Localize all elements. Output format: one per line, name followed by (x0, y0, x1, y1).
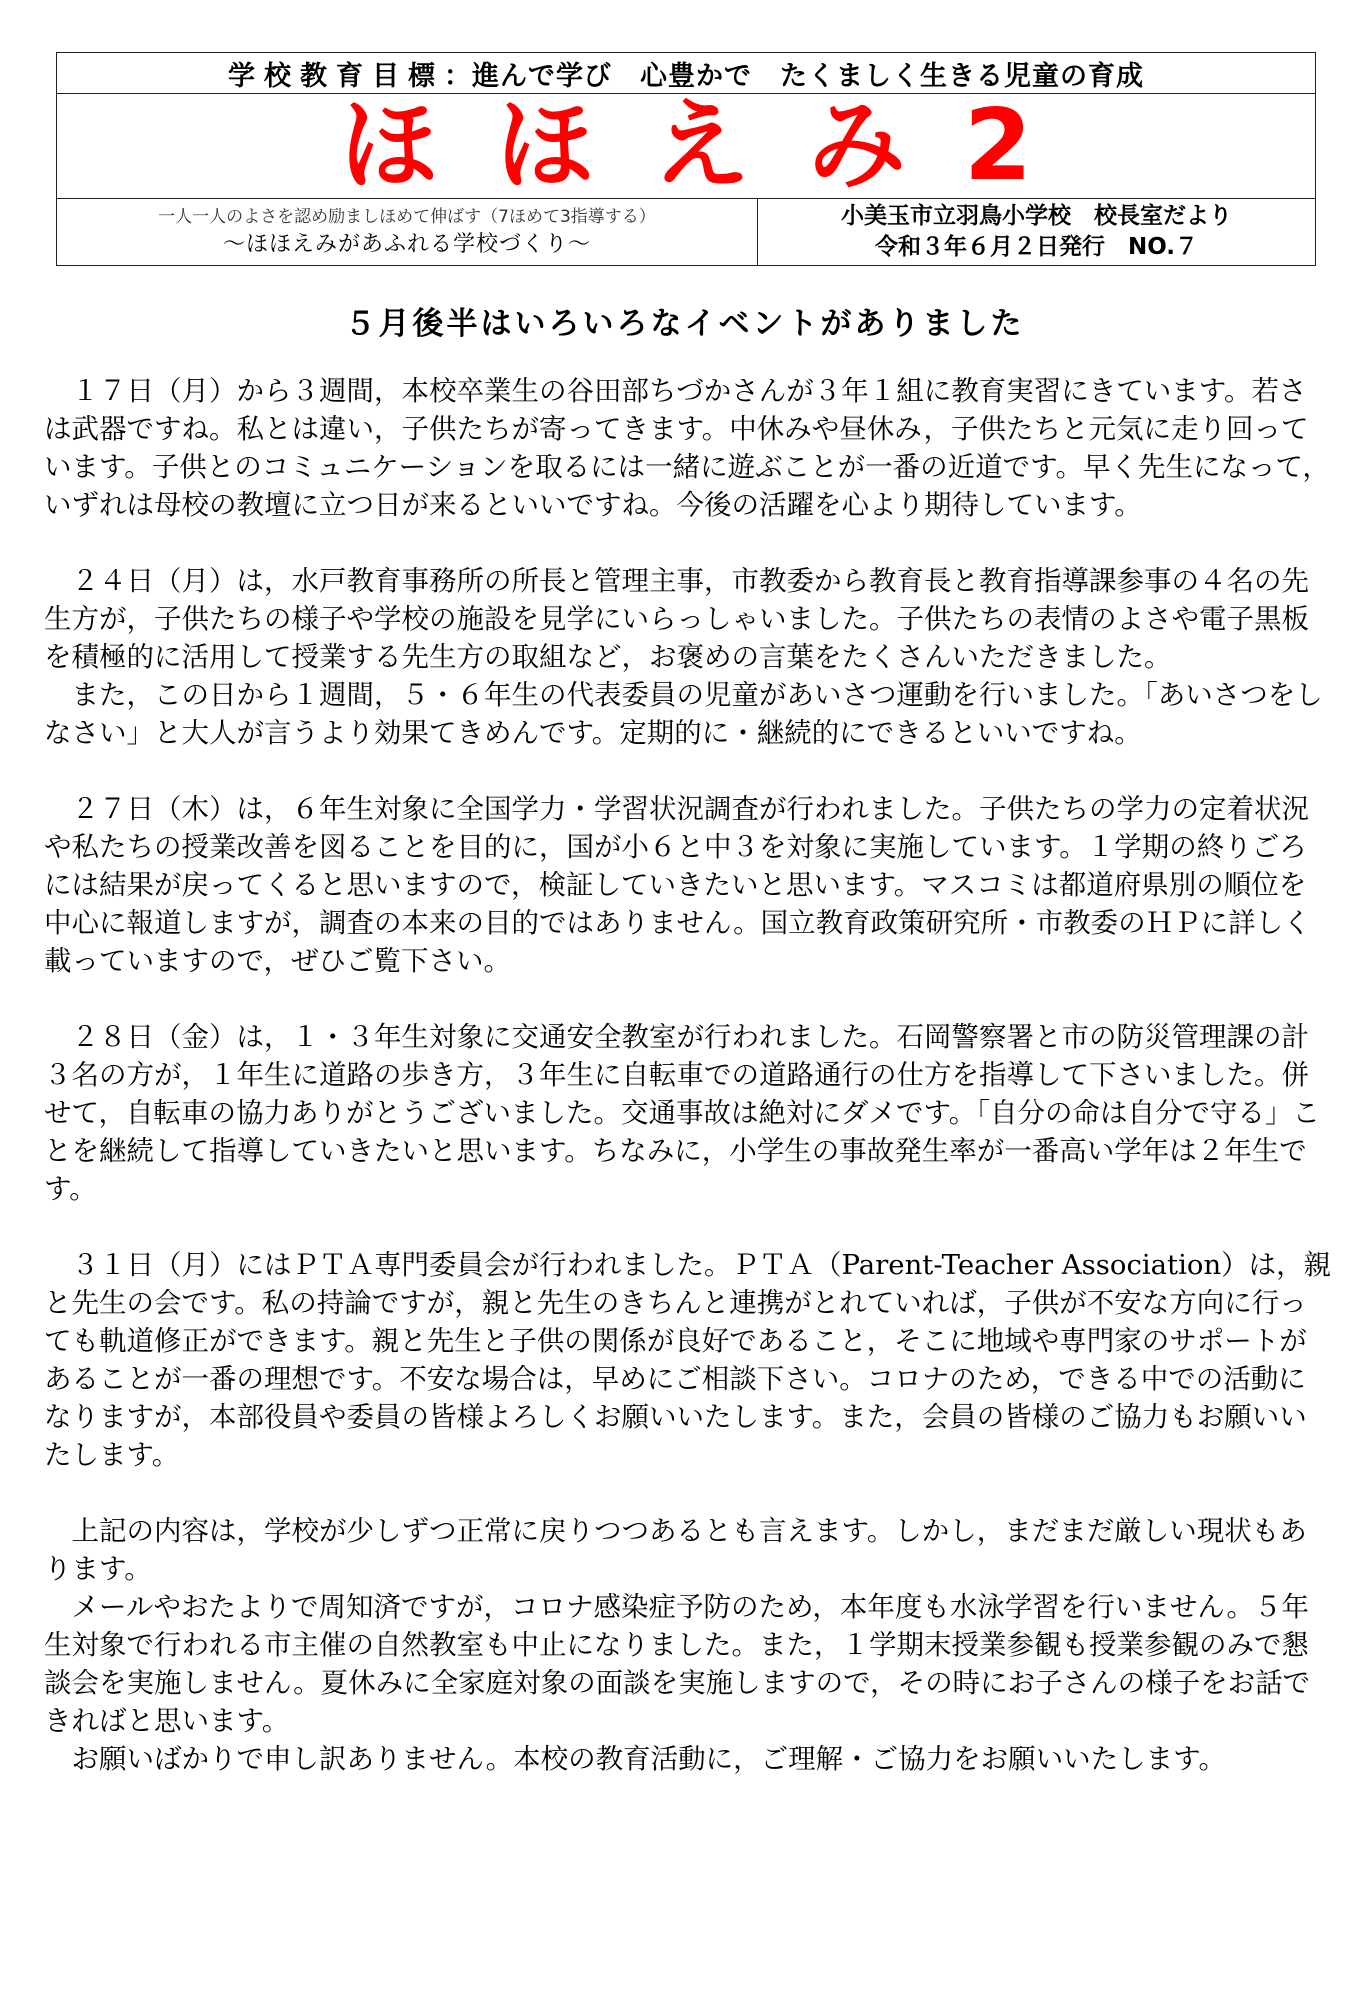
motto-main: 〜ほほえみがあふれる学校づくり〜 (222, 232, 591, 257)
paragraph-pta-committee: ３１日（月）にはＰＴＡ専門委員会が行われました。ＰＴＡ（Parent-Teacher Association）は，親と先生の会です。私の持論ですが，親と先生のきちんと連携がとれていれば，子供が不安な方向に行っても軌道修正ができます。親と先生と子供の関係が良好であること，そこに地域や専門家のサポートがあることが一番の理想です。不安な場合は，早めにご相談下さい。コロナのため，できる中での活動になりますが，本部役員や委員の皆様よろしくお願いいたします。また，会員の皆様のご協力もお願いいたします。 (44, 1249, 1332, 1471)
school-goal (57, 53, 1315, 94)
paragraph-greeting-campaign: また，この日から１週間，５・６年生の代表委員の児童があいさつ運動を行いました。「あいさつをしなさい」と大人が言うより効果てきめんです。定期的に・継続的にできるといいですね。 (44, 679, 1323, 749)
issue-info (758, 199, 1315, 265)
issue-date-number: 令和３年６月２日発行 NO.７ (874, 234, 1199, 260)
article-body (44, 372, 1332, 1778)
paragraph-national-survey: ２７日（木）は，６年生対象に全国学力・学習状況調査が行われました。子供たちの学力の定着状況や私たちの授業改善を図ることを目的に，国が小６と中３を対象に実施しています。１学期の終りごろには結果が戻ってくると思いますので，検証していきたいと思います。マスコミは都道府県別の順位を中心に報道しますが，調査の本来の目的ではありません。国立教育政策研究所・市教委のＨＰに詳しく載っていますので，ぜひご覧下さい。 (44, 793, 1311, 977)
school-goal-label: 学校教育目標 (228, 60, 444, 92)
motto-subtitle: 一人一人のよさを認め励ましほめて伸ばす（7ほめて3指導する） (158, 207, 656, 227)
school-goal-text: ：進んで学び 心豊かで たくましく生きる児童の育成 (444, 60, 1144, 92)
masthead (56, 52, 1316, 266)
paragraph-cancellations: メールやおたよりで周知済ですが，コロナ感染症予防のため，本年度も水泳学習を行いません。５年生対象で行われる市主催の自然教室も中止になりました。また，１学期末授業参観も授業参観のみで懇談会を実施しません。夏休みに全家庭対象の面談を実施しますので，その時にお子さんの様子をお話できればと思います。 (44, 1591, 1311, 1737)
masthead-info-row (57, 199, 1315, 265)
paragraph-traffic-safety: ２８日（金）は，１・３年生対象に交通安全教室が行われました。石岡警察署と市の防災管理課の計３名の方が，１年生に道路の歩き方，３年生に自転車での道路通行の仕方を指導して下さいました。併せて，自転車の協力ありがとうございました。交通事故は絶対にダメです。「自分の命は自分で守る」ことを継続して指導していきたいと思います。ちなみに，小学生の事故発生率が一番高い学年は２年生です。 (44, 1021, 1320, 1205)
paragraph-teaching-practice: １７日（月）から３週間，本校卒業生の谷田部ちづかさんが３年１組に教育実習にきています。若さは武器ですね。私とは違い，子供たちが寄ってきます。中休みや昼休み，子供たちと元気に走り回っています。子供とのコミュニケーションを取るには一緒に遊ぶことが一番の近道です。早く先生になって，いずれは母校の教壇に立つ日が来るといいですね。今後の活躍を心より期待しています。 (44, 375, 1330, 521)
school-motto (57, 199, 758, 265)
paragraph-school-visit: ２４日（月）は，水戸教育事務所の所長と管理主事，市教委から教育長と教育指導課参事の４名の先生方が，子供たちの様子や学校の施設を見学にいらっしゃいました。子供たちの表情のよさや電子黒板を積極的に活用して授業する先生方の取組など，お褒めの言葉をたくさんいただきました。 (44, 565, 1309, 673)
newsletter-title: ほほえみ2 (339, 89, 1091, 203)
article-headline: ５月後半はいろいろなイベントがありました (344, 306, 1025, 342)
paragraph-closing: お願いばかりで申し訳ありません。本校の教育活動に，ご理解・ご協力をお願いいたします。 (71, 1743, 1226, 1775)
publisher: 小美玉市立羽鳥小学校 校長室だより (841, 203, 1232, 229)
paragraph-summary: 上記の内容は，学校が少しずつ正常に戻りつつあるとも言えます。しかし，まだまだ厳しい現状もあります。 (44, 1515, 1307, 1585)
newsletter-title-row (57, 89, 1315, 203)
